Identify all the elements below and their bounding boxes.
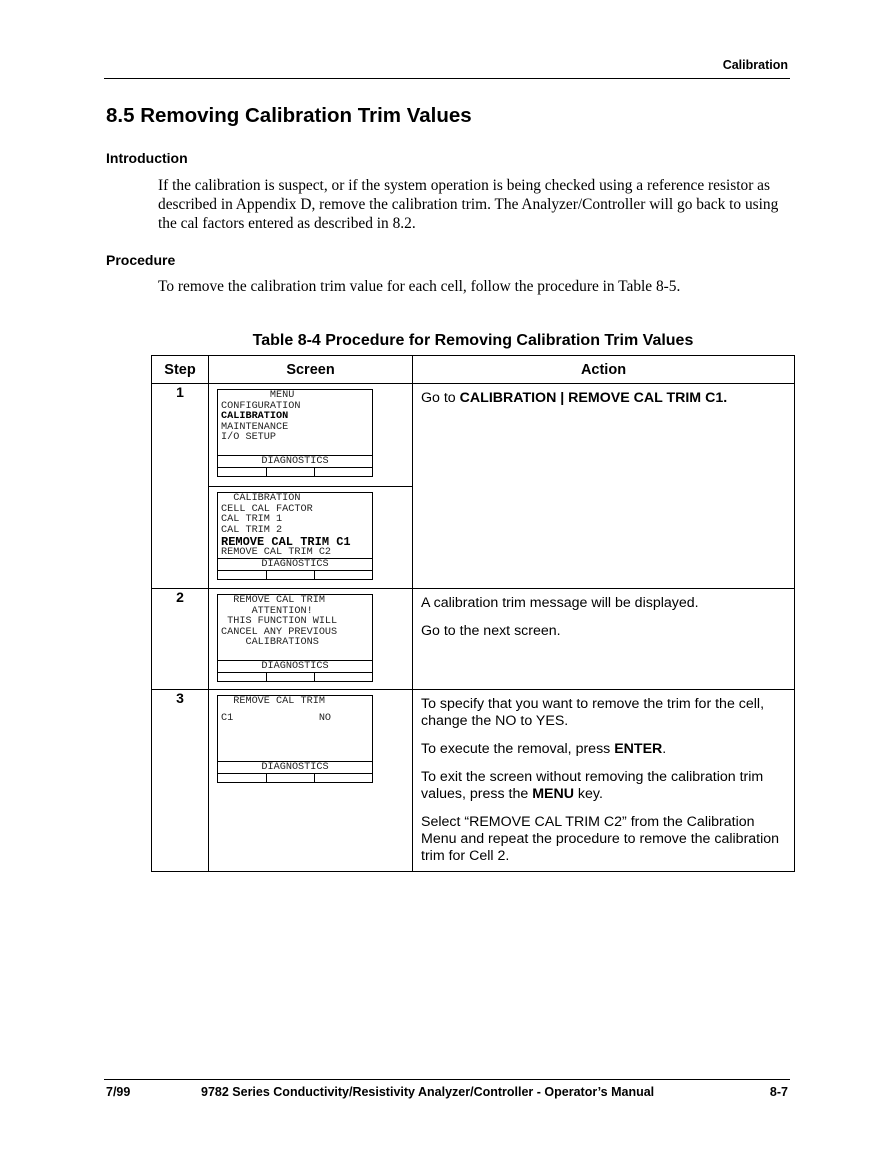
lcd-line-selected: CALIBRATION xyxy=(221,411,289,423)
lcd-line: C1 NO xyxy=(221,712,332,724)
action-text xyxy=(421,769,786,803)
lcd-line: MENU xyxy=(221,390,295,401)
action-text-suffix: key. xyxy=(573,786,603,802)
lcd-line: CELL CAL FACTOR xyxy=(221,503,313,515)
page-footer xyxy=(104,1079,790,1099)
lcd-line: CALIBRATION xyxy=(221,493,301,504)
action-cell xyxy=(413,384,795,589)
lcd-diagnostics-label: DIAGNOSTICS xyxy=(218,761,372,773)
footer-date: 7/99 xyxy=(106,1085,131,1099)
lcd-screen xyxy=(217,594,373,682)
action-text-prefix: To execute the removal, press xyxy=(421,741,615,757)
enter-key-label: ENTER xyxy=(614,741,663,757)
action-text-prefix: To exit the screen without removing the calibration trim values, press the xyxy=(421,769,764,802)
action-text xyxy=(421,741,786,758)
lcd-line: CANCEL ANY PREVIOUS xyxy=(221,626,338,638)
table-header-row xyxy=(152,356,795,384)
screen-header: Screen xyxy=(209,356,413,384)
footer-page-number: 8-7 xyxy=(769,1085,788,1099)
procedure-table xyxy=(151,355,795,872)
lcd-softkeys xyxy=(218,570,372,579)
table-row xyxy=(152,690,795,872)
lcd-screen xyxy=(217,389,373,477)
lcd-line: ATTENTION! xyxy=(221,605,313,617)
lcd-screen xyxy=(217,695,373,783)
action-cell xyxy=(413,589,795,690)
lcd-screen xyxy=(217,492,373,580)
menu-path: CALIBRATION | REMOVE CAL TRIM C1. xyxy=(459,390,728,406)
lcd-line: REMOVE CAL TRIM xyxy=(221,595,325,606)
table-row xyxy=(152,589,795,690)
section-title: 8.5 Removing Calibration Trim Values xyxy=(106,104,472,127)
action-header: Action xyxy=(413,356,795,384)
section-label: Calibration xyxy=(722,58,788,72)
lcd-softkeys xyxy=(218,773,372,782)
lcd-line: THIS FUNCTION WILL xyxy=(221,616,338,628)
screen-cell xyxy=(209,690,413,872)
lcd-diagnostics-label: DIAGNOSTICS xyxy=(218,455,372,467)
action-text: Select “REMOVE CAL TRIM C2” from the Calibration Menu and repeat the procedure to remove the calibration trim for Cell 2. xyxy=(421,814,780,864)
action-text: To specify that you want to remove the trim for the cell, change the NO to YES. xyxy=(421,696,765,729)
footer-manual-title: 9782 Series Conductivity/Resistivity Analyzer/Controller - Operator’s Manual xyxy=(201,1085,655,1099)
procedure-text: To remove the calibration trim value for each cell, follow the procedure in Table 8-5. xyxy=(158,278,681,295)
procedure-heading: Procedure xyxy=(106,252,176,268)
table-row xyxy=(152,384,795,487)
lcd-lines xyxy=(218,595,372,660)
lcd-diagnostics-label: DIAGNOSTICS xyxy=(218,660,372,672)
screen-cell xyxy=(209,589,413,690)
lcd-diagnostics-label: DIAGNOSTICS xyxy=(218,558,372,570)
step-number: 2 xyxy=(152,589,209,690)
lcd-lines xyxy=(218,390,372,455)
introduction-heading: Introduction xyxy=(106,150,188,166)
lcd-line: REMOVE CAL TRIM xyxy=(221,696,325,707)
screen-cell xyxy=(209,487,413,589)
lcd-lines xyxy=(218,493,372,558)
action-text: A calibration trim message will be displayed. xyxy=(421,595,699,611)
lcd-line: CALIBRATIONS xyxy=(221,637,319,649)
lcd-line: CAL TRIM 1 xyxy=(221,514,283,526)
introduction-text: If the calibration is suspect, or if the system operation is being checked using a reference resistor as described in Appendix D, remove the calibration trim. The Analyzer/Controller will go back to using the cal factors entered as described in 8.2. xyxy=(158,177,779,232)
lcd-line: REMOVE CAL TRIM C2 xyxy=(221,547,332,558)
step-number: 1 xyxy=(152,384,209,589)
lcd-line: CAL TRIM 2 xyxy=(221,524,283,536)
step-number: 3 xyxy=(152,690,209,872)
step-header: Step xyxy=(152,356,209,384)
lcd-line: MAINTENANCE xyxy=(221,421,289,433)
lcd-line-selected: REMOVE CAL TRIM C1 xyxy=(221,535,351,550)
action-cell xyxy=(413,690,795,872)
lcd-softkeys xyxy=(218,672,372,681)
table-caption: Table 8-4 Procedure for Removing Calibration Trim Values xyxy=(252,332,694,349)
action-text: Go to the next screen. xyxy=(421,623,561,639)
screen-cell xyxy=(209,384,413,487)
running-header xyxy=(104,58,790,79)
action-text-prefix: Go to xyxy=(421,390,460,406)
lcd-softkeys xyxy=(218,467,372,476)
lcd-line: CONFIGURATION xyxy=(221,400,301,412)
lcd-line: I/O SETUP xyxy=(221,432,277,444)
lcd-lines xyxy=(218,696,372,761)
action-text-suffix: . xyxy=(662,741,667,757)
action-text xyxy=(421,390,786,407)
menu-key-label: MENU xyxy=(532,786,574,802)
